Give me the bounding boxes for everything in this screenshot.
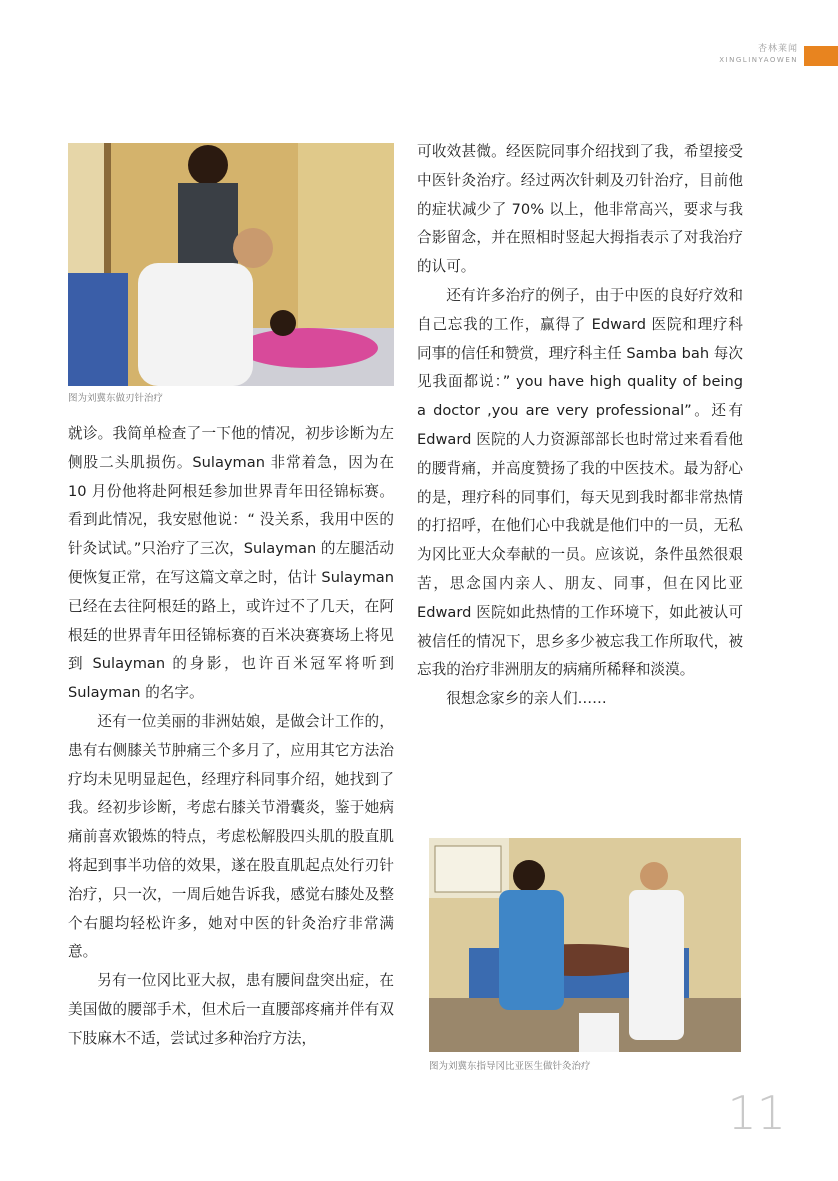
paragraph: 还有许多治疗的例子，由于中医的良好疗效和自己忘我的工作，赢得了 Edward 医院和理疗科同事的信任和赞赏，理疗科主任 Samba bah 每次见我面都说：” you have high quality of being a doctor ,you are very professional”。还有 Edward 医院的人力资源部部长也时常过来看看他的腰背痛，并高度赞扬了我的中医技术。最为舒心的是，理疗科的同事们，每天见到我时都非常热情的打招呼，在他们心中我就是他们中的一员，无私为冈比亚大众奉献的一员。应该说，条件虽然很艰苦，思念国内亲人、朋友、同事，但在冈比亚 Edward 医院如此热情的工作环境下，如此被认可被信任的情况下，思乡多少被忘我工作所取代，被忘我的治疗非洲朋友的病痛所稀释和淡漠。 — [417, 286, 743, 679]
running-header — [719, 44, 798, 66]
photo-caption: 图为刘冀东做刃针治疗 — [68, 393, 164, 404]
right-text-column — [417, 138, 743, 714]
left-text-column — [68, 420, 394, 1054]
paragraph: 就诊。我简单检查了一下他的情况，初步诊断为左侧股二头肌损伤。Sulayman 非常着急，因为在 10 月份他将赴阿根廷参加世界青年田径锦标赛。看到此情况，我安慰他说：“ 没关系，我用中医的针灸试试。”只治疗了三次，Sulayman 的左腿活动便恢复正常，在写这篇文章之时，估计 Sulayman 已经在去往阿根廷的路上，或许过不了几天，在阿根廷的世界青年田径锦标赛的百米决赛赛场上将见到 Sulayman 的身影，也许百米冠军将听到 Sulayman 的名字。 — [68, 425, 394, 702]
column-title-en: XINGLINYAOWEN — [719, 56, 798, 64]
paragraph: 还有一位美丽的非洲姑娘，是做会计工作的，患有右侧膝关节肿痛三个多月了，应用其它方法治疗均未见明显起色，经理疗科同事介绍，她找到了我。经初步诊断，考虑右膝关节滑囊炎，鉴于她病痛前喜欢锻炼的特点，考虑松解股四头肌的股直肌将起到事半功倍的效果，遂在股直肌起点处行刃针治疗，只一次，一周后她告诉我，感觉右膝处及整个右腿均轻松许多，她对中医的针灸治疗非常满意。 — [68, 712, 394, 961]
photo-training-local-doctor — [429, 838, 741, 1052]
column-title-cn: 杏林莱闻 — [757, 44, 798, 54]
photo-caption: 图为刘冀东指导冈比亚医生做针灸治疗 — [429, 1061, 591, 1072]
paragraph: 另有一位冈比亚大叔，患有腰间盘突出症，在美国做的腰部手术，但术后一直腰部疼痛并伴有双下肢麻木不适，尝试过多种治疗方法， — [68, 972, 394, 1047]
header-accent-bar — [804, 46, 838, 66]
paragraph: 很想念家乡的亲人们…… — [446, 690, 607, 708]
paragraph: 可收效甚微。经医院同事介绍找到了我，希望接受中医针灸治疗。经过两次针刺及刃针治疗，目前他的症状减少了 70% 以上，他非常高兴，要求与我合影留念，并在照相时竖起大拇指表示了对我治疗的认可。 — [417, 143, 743, 276]
photo-acupuncture-treatment — [68, 143, 394, 386]
page-number: 11 — [727, 1086, 786, 1140]
